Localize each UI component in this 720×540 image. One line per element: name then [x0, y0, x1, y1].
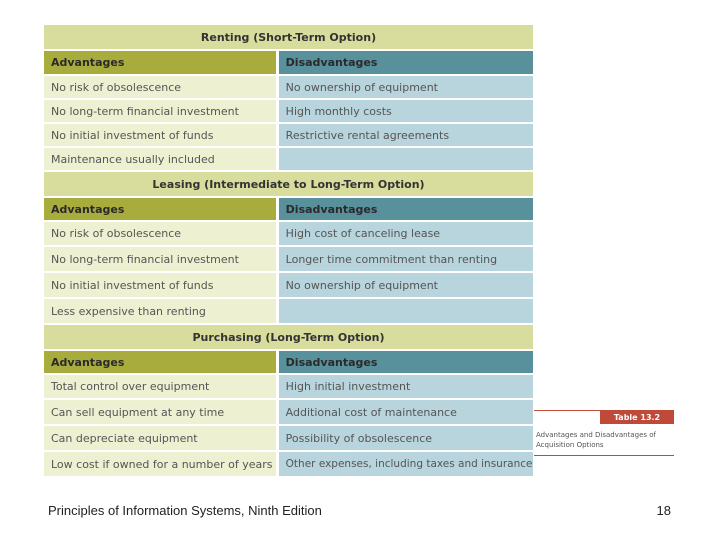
table-row	[44, 222, 533, 245]
advantages-header: Advantages	[44, 351, 276, 373]
disadvantages-header: Disadvantages	[279, 198, 533, 220]
disadvantage-cell: Possibility of obsolescence	[279, 426, 533, 450]
table-row	[44, 124, 533, 146]
table-row	[44, 148, 533, 170]
table-row	[44, 400, 533, 424]
disadvantage-cell: Other expenses, including taxes and insurance	[279, 452, 533, 476]
advantage-cell: No risk of obsolescence	[44, 76, 276, 98]
disadvantages-header: Disadvantages	[279, 51, 533, 74]
advantage-cell: No risk of obsolescence	[44, 222, 276, 245]
advantage-cell: No initial investment of funds	[44, 273, 276, 297]
section-title-purchasing: Purchasing (Long-Term Option)	[44, 325, 533, 349]
page-number: 18	[656, 503, 671, 518]
table-caption	[534, 410, 674, 456]
disadvantage-cell: Restrictive rental agreements	[279, 124, 533, 146]
advantage-cell: Low cost if owned for a number of years	[44, 452, 276, 476]
section-title-leasing: Leasing (Intermediate to Long-Term Option)	[44, 172, 533, 196]
table-row	[44, 426, 533, 450]
disadvantage-cell: High initial investment	[279, 375, 533, 398]
advantage-cell: Total control over equipment	[44, 375, 276, 398]
advantage-cell: No long-term financial investment	[44, 247, 276, 271]
advantage-cell: No initial investment of funds	[44, 124, 276, 146]
table-row	[44, 100, 533, 122]
table-number-badge: Table 13.2	[600, 410, 674, 424]
footer-book-title: Principles of Information Systems, Ninth Edition	[48, 503, 322, 518]
advantages-header: Advantages	[44, 51, 276, 74]
table-row	[44, 76, 533, 98]
table-row	[44, 247, 533, 271]
advantages-header: Advantages	[44, 198, 276, 220]
caption-rule-bottom	[534, 455, 674, 456]
disadvantage-cell: No ownership of equipment	[279, 273, 533, 297]
disadvantages-header: Disadvantages	[279, 351, 533, 373]
disadvantage-cell: High cost of canceling lease	[279, 222, 533, 245]
caption-text: Advantages and Disadvantages of Acquisition Options	[536, 431, 657, 449]
acquisition-options-table	[44, 25, 533, 476]
disadvantage-cell	[279, 148, 533, 170]
disadvantage-cell: Additional cost of maintenance	[279, 400, 533, 424]
advantage-cell: Can sell equipment at any time	[44, 400, 276, 424]
header-row	[44, 198, 533, 220]
disadvantage-cell: Longer time commitment than renting	[279, 247, 533, 271]
advantage-cell: Maintenance usually included	[44, 148, 276, 170]
table-row	[44, 299, 533, 323]
advantage-cell: Can depreciate equipment	[44, 426, 276, 450]
table-row	[44, 452, 533, 476]
section-title-renting: Renting (Short-Term Option)	[44, 25, 533, 49]
header-row	[44, 351, 533, 373]
header-row	[44, 51, 533, 74]
advantage-cell: No long-term financial investment	[44, 100, 276, 122]
advantage-cell: Less expensive than renting	[44, 299, 276, 323]
disadvantage-cell: High monthly costs	[279, 100, 533, 122]
disadvantage-cell: No ownership of equipment	[279, 76, 533, 98]
table-row	[44, 273, 533, 297]
table-row	[44, 375, 533, 398]
disadvantage-cell	[279, 299, 533, 323]
